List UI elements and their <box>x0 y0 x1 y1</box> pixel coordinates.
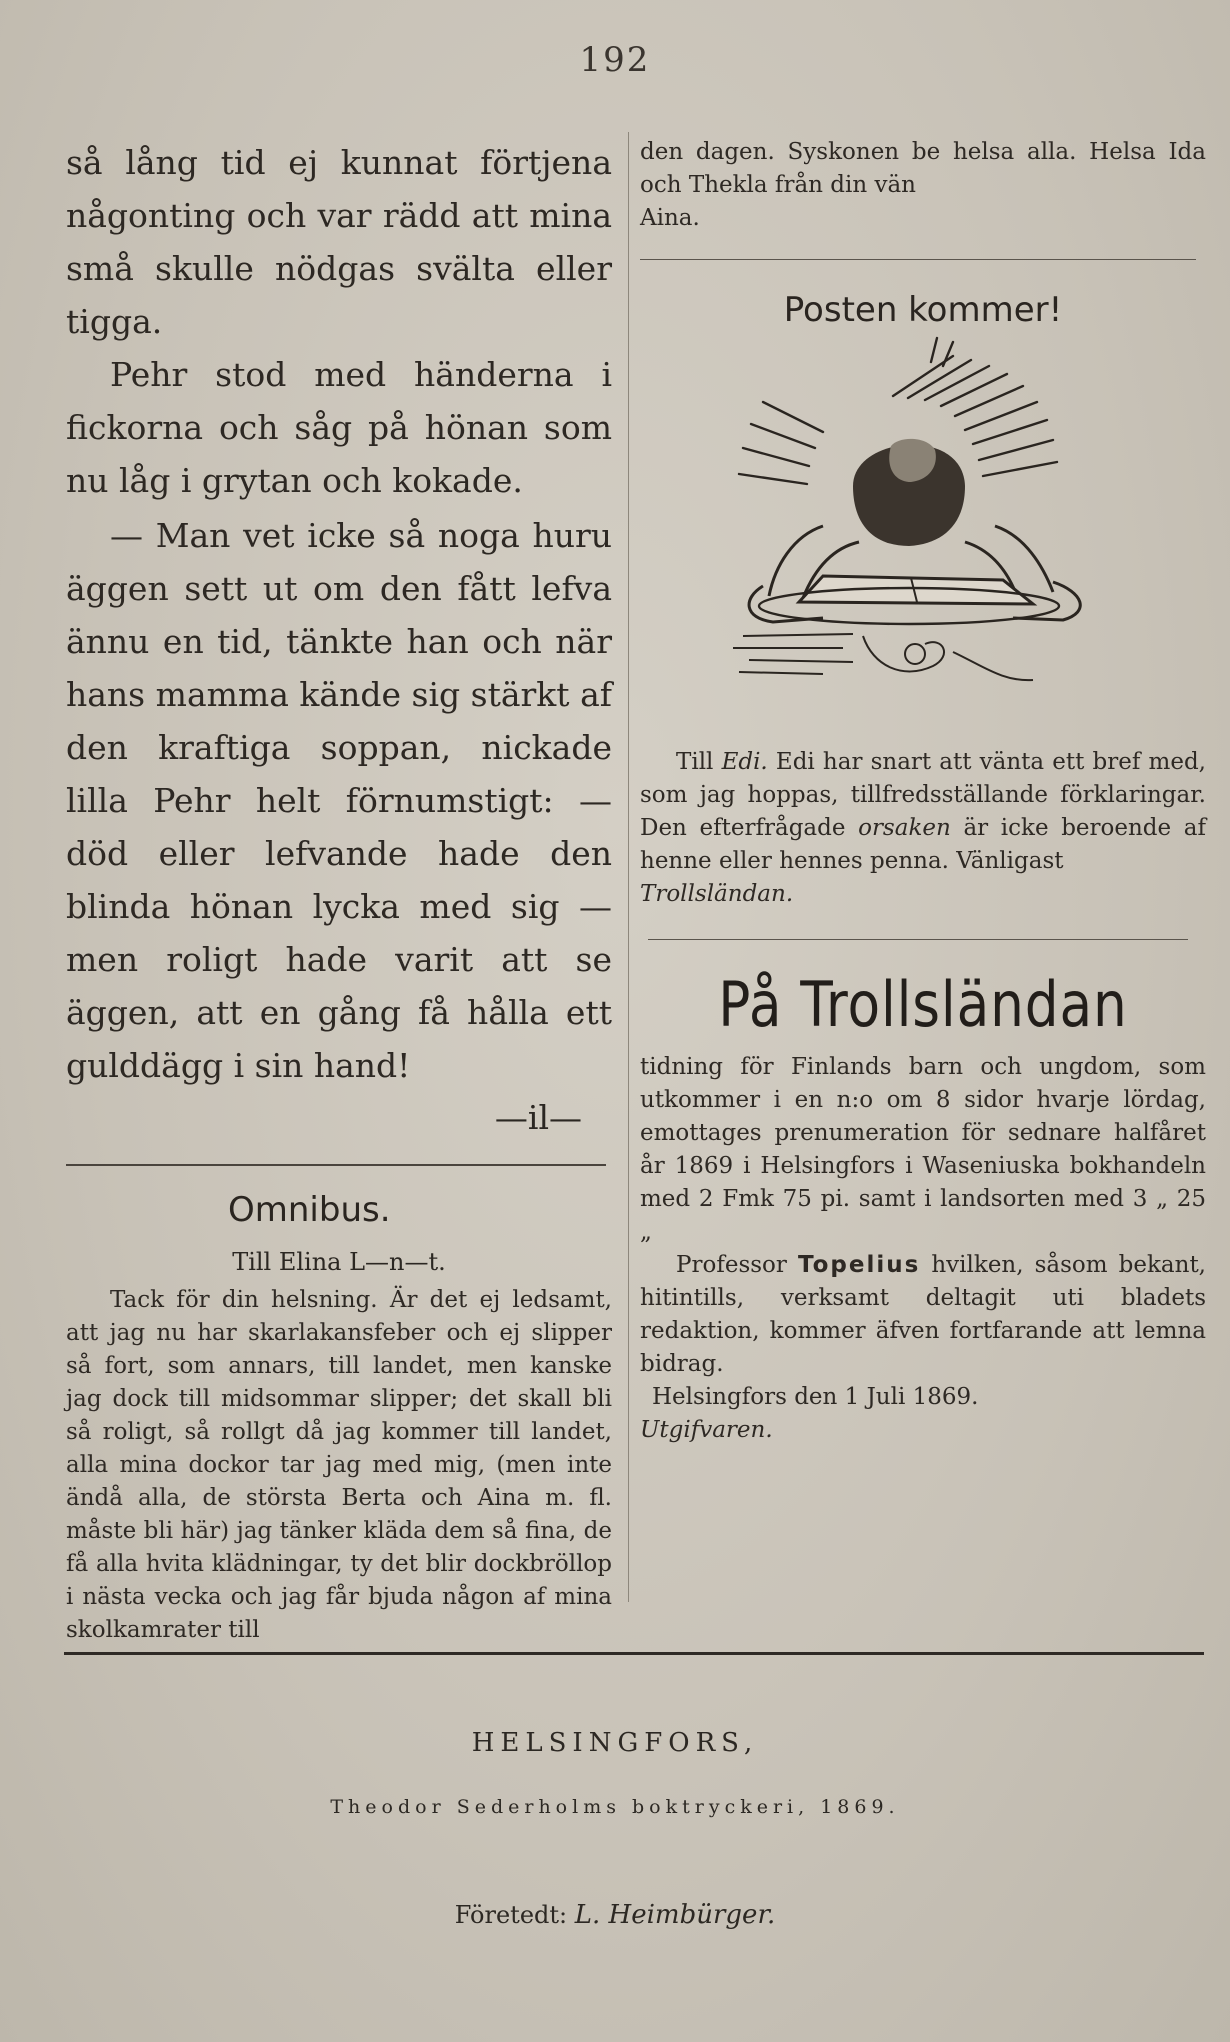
notice-dateline: Helsingfors den 1 Juli 1869. <box>652 1384 979 1410</box>
edi-name: Edi. <box>721 749 768 775</box>
edi-emphasis: orsaken <box>858 815 951 841</box>
notice-signature: Utgifvaren. <box>640 1417 773 1443</box>
footer-censor <box>0 1900 1230 1930</box>
edi-signature: Trollsländan. <box>640 881 794 907</box>
omnibus-letter: Tack för din helsning. Är det ej ledsamt, att jag nu har skarlakansfeber och ej slipper så fort, som annars, till landet, men kanske jag dock till midsommar slipper; det skall bli så roligt, så rollgt då jag kommer till landet, alla mina dockor tar jag med mig, (men inte ändå alla, de största Berta och Aina m. fl. måste bli här) jag tänker kläda dem så fina, de få alla hvita klädningar, ty det blir dockbröllop i nästa vecka och jag får bjuda någon af mina skolkamrater till <box>66 1287 612 1643</box>
footer-printer: Theodor Sederholms boktryckeri, 1869. <box>330 1796 900 1818</box>
section-rule <box>640 259 1196 260</box>
letter-continued: den dagen. Syskonen be helsa alla. Helsa Ida och Thekla från din vän <box>640 139 1206 198</box>
topelius-rest: hvilken, såsom bekant, hitintills, verksamt deltagit uti bladets redaktion, kommer äfven fortfarande att lemna bidrag. <box>640 1252 1206 1377</box>
edi-text-a: Edi har snart att vänta ett bref med, som jag hoppas, tillfredsställande förklaringar. Den efterfrågade <box>640 749 1206 841</box>
column-divider <box>628 132 629 1602</box>
edi-text-b: är icke beroende af henne eller hennes penna. Vänligast <box>640 815 1206 874</box>
omnibus-addressee: Till Elina L—n—t. <box>232 1248 446 1276</box>
right-column <box>640 136 1206 1447</box>
story-paragraph: Pehr stod med händerna i fickorna och såg på hönan som nu låg i grytan och kokade. <box>66 355 612 500</box>
story-paragraph: — Man vet icke så noga huru äggen sett ut om den fått lefva ännu en tid, tänkte han och när hans mamma kände sig stärkt af den kraftiga soppan, nickade lilla Pehr helt förnumstigt: — död eller lefvande hade den blinda hönan lycka med sig — men roligt hade varit att se äggen, att en gång få hålla ett gulddägg i sin hand! <box>66 516 612 1085</box>
story-signature-line <box>66 1092 612 1144</box>
edi-prefix: Till <box>676 749 722 775</box>
topelius-prefix: Professor <box>676 1252 798 1278</box>
footer-city: HELSINGFORS, <box>471 1728 759 1758</box>
page-number: 192 <box>579 40 651 80</box>
topelius-name: Topelius <box>797 1252 921 1278</box>
section-rule <box>648 939 1188 940</box>
subscription-notice: tidning för Finlands barn och ungdom, som utkommer i en n:o om 8 sidor hvarje lördag, emottages prenumeration för sednare halfåret år 1869 i Helsingfors i Waseniuska bokhandeln med 2 Fmk 75 pi. samt i landsorten med 3 „ 25 „ <box>640 1054 1206 1245</box>
censor-prefix: Företedt: <box>454 1901 575 1929</box>
masthead-title: På Trollsländan <box>718 968 1128 1041</box>
section-rule <box>66 1164 606 1166</box>
omnibus-section <box>66 1190 612 1647</box>
omnibus-heading: Omnibus. <box>228 1190 391 1230</box>
posten-heading: Posten kommer! <box>783 290 1063 330</box>
footer-rule <box>64 1652 1204 1655</box>
story-paragraph: så lång tid ej kunnat förtjena någonting och var rädd att mina små skulle nödgas svälta eller tigga. <box>66 143 612 341</box>
topelius-notice <box>640 1249 1206 1381</box>
story-signature: —il— <box>494 1098 582 1137</box>
reading-figure-illustration <box>703 336 1143 716</box>
edi-note <box>640 746 1206 878</box>
left-column <box>66 136 612 1647</box>
letter-signature: Aina. <box>640 205 700 231</box>
censor-name: L. Heimbürger. <box>574 1900 776 1930</box>
